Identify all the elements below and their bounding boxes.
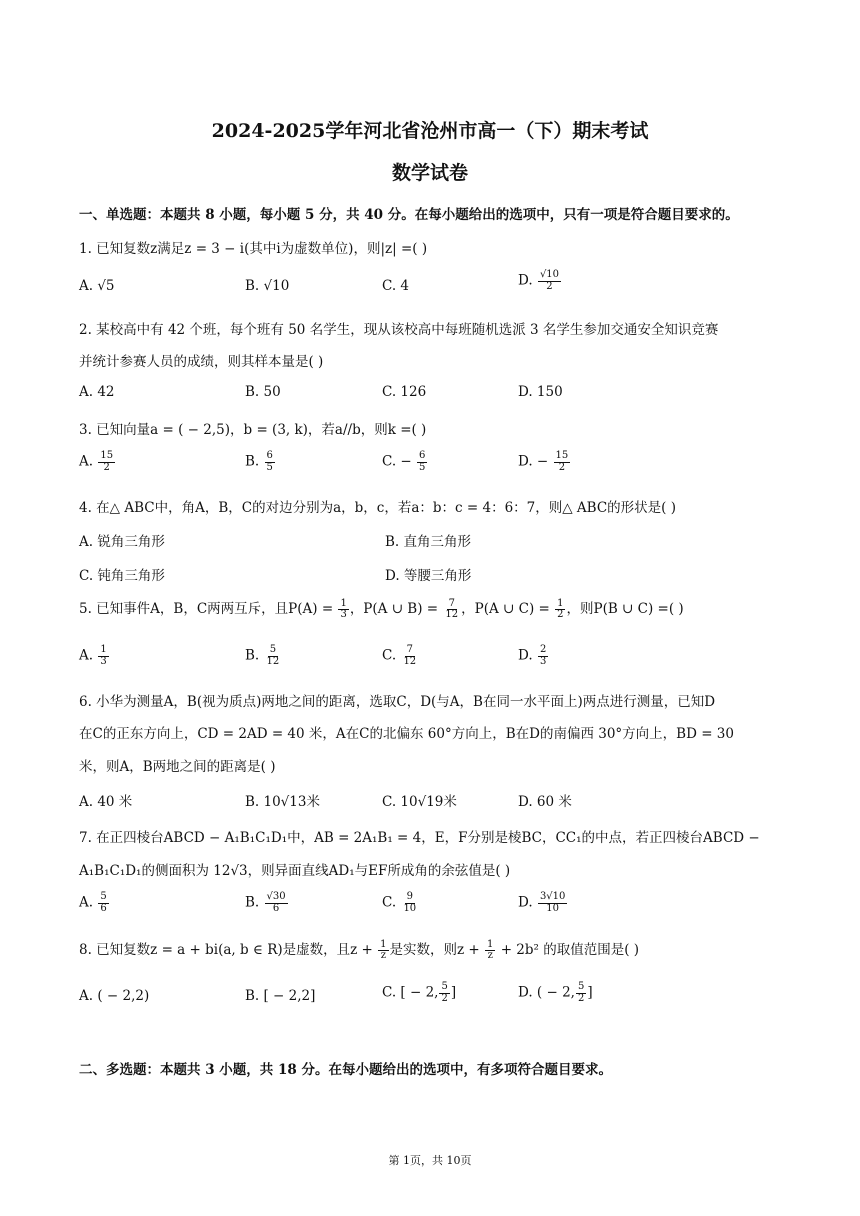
option-label: B. (245, 647, 264, 664)
denominator: 12 (266, 655, 280, 667)
question-4-stem: 4. 在△ ABC中，角A，B，C的对边分别为a，b，c，若a：b：c = 4：6：7，则△ ABC的形状是( ) (79, 500, 677, 516)
question-5-option-b (245, 645, 282, 667)
denominator: 2 (441, 992, 448, 1004)
fraction (485, 940, 495, 962)
denominator: 5 (419, 461, 426, 473)
question-7-stem-line-2: A₁B₁C₁D₁的侧面积为 12√3，则异面直线AD₁与EF所成角的余弦值是( ) (79, 863, 511, 879)
question-4-option-d: D. 等腰三角形 (385, 568, 472, 584)
question-6-option-c: C. 10√19米 (382, 794, 457, 810)
stem-text: 8. 已知复数z = a + bi(a, b ∈ R)是虚数，且z + (79, 942, 378, 958)
numerator: 7 (448, 597, 455, 609)
denominator: 2 (558, 461, 566, 473)
numerator: 3√10 (539, 891, 566, 902)
numerator: √10 (539, 269, 560, 280)
question-2-stem-line-1: 2. 某校高中有 42 个班，每个班有 50 名学生，现从该校高中每班随机选派 3 名学生参加交通安全知识竞赛 (79, 322, 719, 338)
fraction (98, 451, 115, 473)
numerator: 6 (266, 450, 273, 461)
option-label: D. (518, 272, 537, 289)
option-label: C. [ − 2, (382, 984, 439, 1001)
question-3-option-d (518, 451, 571, 473)
numerator: 9 (406, 891, 413, 902)
question-6-option-b: B. 10√13米 (245, 794, 320, 810)
question-7-option-d (518, 892, 568, 914)
numerator: 7 (406, 644, 413, 655)
fraction (401, 892, 418, 914)
denominator: 6 (272, 902, 280, 914)
question-2-option-d: D. 150 (518, 384, 563, 400)
fraction (538, 892, 567, 914)
option-label: D. ( − 2, (518, 984, 575, 1001)
stem-text: ，则P(B ∪ C) =( ) (566, 601, 684, 617)
fraction (378, 940, 388, 962)
fraction (417, 451, 427, 473)
question-8-option-b: B. [ − 2,2] (245, 988, 316, 1004)
question-1-option-d (518, 270, 562, 292)
fraction (338, 599, 348, 621)
denominator: z (380, 950, 386, 961)
denominator: 2 (103, 461, 110, 473)
denominator: 2 (546, 280, 553, 292)
fraction (98, 892, 108, 914)
page-subtitle: 数学试卷 (391, 162, 468, 184)
section-heading-multiple-choice: 二、多选题：本题共 3 小题，共 18 分。在每小题给出的选项中，有多项符合题目要求。 (79, 1062, 612, 1078)
numerator: 1 (100, 644, 107, 655)
denominator: 10 (546, 902, 560, 914)
denominator: z (487, 950, 493, 961)
stem-text: 是实数，则z + (389, 942, 485, 958)
option-label: A. (79, 453, 98, 470)
stem-text: 5. 已知事件A，B，C两两互斥，且P(A) = (79, 601, 338, 617)
option-label: B. (245, 894, 264, 911)
denominator: 3 (539, 655, 547, 667)
stem-text: ，P(A ∪ B) = (349, 601, 443, 617)
question-2-stem-line-2: 并统计参赛人员的成绩，则其样本量是( ) (79, 354, 324, 370)
question-7-stem-line-1: 7. 在正四棱台ABCD − A₁B₁C₁D₁中，AB = 2A₁B₁ = 4，E，F分别是棱BC，CC₁的中点，若正四棱台ABCD − (79, 830, 760, 846)
question-7-option-c (382, 892, 419, 914)
fraction (555, 599, 565, 621)
option-label: B. (245, 453, 264, 470)
numerator: 1 (487, 938, 494, 950)
question-1-option-c: C. 4 (382, 278, 410, 294)
option-label: C. (382, 894, 401, 911)
fraction (265, 892, 288, 914)
question-6-option-a: A. 40 米 (79, 794, 133, 810)
fraction (554, 451, 571, 473)
denominator: 3 (100, 655, 107, 667)
fraction (538, 270, 561, 292)
question-8-option-a: A. ( − 2,2) (79, 988, 150, 1004)
question-3-option-a (79, 451, 116, 473)
question-2-option-c: C. 126 (382, 384, 427, 400)
numerator: 5 (577, 981, 585, 992)
denominator: 10 (403, 902, 417, 914)
option-label: D. (518, 894, 537, 911)
numerator: 2 (539, 644, 547, 655)
option-label: C. (382, 647, 401, 664)
question-5-stem (79, 597, 684, 621)
option-label: A. (79, 647, 98, 664)
fraction (265, 645, 282, 667)
question-6-stem-line-3: 米，则A，B两地之间的距离是( ) (79, 759, 276, 775)
question-5-option-c (382, 645, 419, 667)
numerator: 5 (100, 891, 107, 902)
question-7-option-b (245, 892, 289, 914)
fraction (401, 645, 418, 667)
question-6-option-d: D. 60 米 (518, 794, 572, 810)
denominator: 2 (557, 609, 564, 620)
denominator: 12 (403, 655, 417, 667)
numerator: √30 (266, 891, 286, 902)
page-title: 2024-2025学年河北省沧州市高一（下）期末考试 (211, 120, 649, 142)
question-5-option-a (79, 645, 110, 667)
question-1-stem: 1. 已知复数z满足z = 3 − i(其中i为虚数单位)，则|z| =( ) (79, 241, 428, 257)
numerator: 5 (269, 644, 277, 655)
denominator: 3 (340, 609, 347, 620)
option-suffix: ] (450, 984, 457, 1001)
numerator: 1 (340, 597, 347, 609)
option-label: A. (79, 894, 98, 911)
question-5-option-d (518, 645, 549, 667)
denominator: 2 (577, 992, 585, 1004)
question-4-option-c: C. 钝角三角形 (79, 568, 165, 584)
question-1-option-b: B. √10 (245, 278, 290, 294)
numerator: 6 (419, 450, 426, 461)
numerator: 15 (555, 450, 569, 461)
question-3-stem: 3. 已知向量a = ( − 2,5)，b = (3, k)，若a//b，则k =( ) (79, 422, 427, 438)
numerator: 1 (380, 938, 387, 950)
section-heading-single-choice: 一、单选题：本题共 8 小题，每小题 5 分，共 40 分。在每小题给出的选项中，只有一项是符合题目要求的。 (79, 207, 739, 223)
option-label: D. (518, 647, 537, 664)
question-8-option-c (382, 982, 456, 1004)
option-label: D. − (518, 453, 553, 470)
fraction (439, 982, 449, 1004)
question-8-option-d (518, 982, 593, 1004)
question-3-option-c (382, 451, 428, 473)
option-label: C. − (382, 453, 417, 470)
numerator: 1 (557, 597, 564, 609)
option-suffix: ] (587, 984, 593, 1001)
question-6-stem-line-2: 在C的正东方向上，CD = 2AD = 40 米，A在C的北偏东 60°方向上，B在D的南偏西 30°方向上，BD = 30 (79, 726, 734, 742)
question-8-stem (79, 938, 639, 962)
fraction (538, 645, 548, 667)
stem-text: ，P(A ∪ C) = (461, 601, 555, 617)
question-7-option-a (79, 892, 110, 914)
question-2-option-a: A. 42 (79, 384, 115, 400)
question-1-option-a: A. √5 (79, 278, 115, 294)
numerator: 15 (100, 450, 114, 461)
question-6-stem-line-1: 6. 小华为测量A，B(视为质点)两地之间的距离，选取C，D(与A，B在同一水平面上)两点进行测量，已知D (79, 694, 716, 710)
question-4-option-b: B. 直角三角形 (385, 534, 472, 550)
numerator: 5 (441, 981, 448, 992)
denominator: 5 (266, 461, 273, 473)
page-footer: 第 1页，共 10页 (388, 1154, 472, 1167)
fraction (98, 645, 108, 667)
fraction (265, 451, 275, 473)
stem-text: + 2b² 的取值范围是( ) (496, 942, 640, 958)
fraction (576, 982, 586, 1004)
question-3-option-b (245, 451, 276, 473)
denominator: 6 (100, 902, 107, 914)
denominator: 12 (445, 609, 459, 620)
fraction (443, 599, 460, 621)
question-4-option-a: A. 锐角三角形 (79, 534, 165, 550)
question-2-option-b: B. 50 (245, 384, 281, 400)
